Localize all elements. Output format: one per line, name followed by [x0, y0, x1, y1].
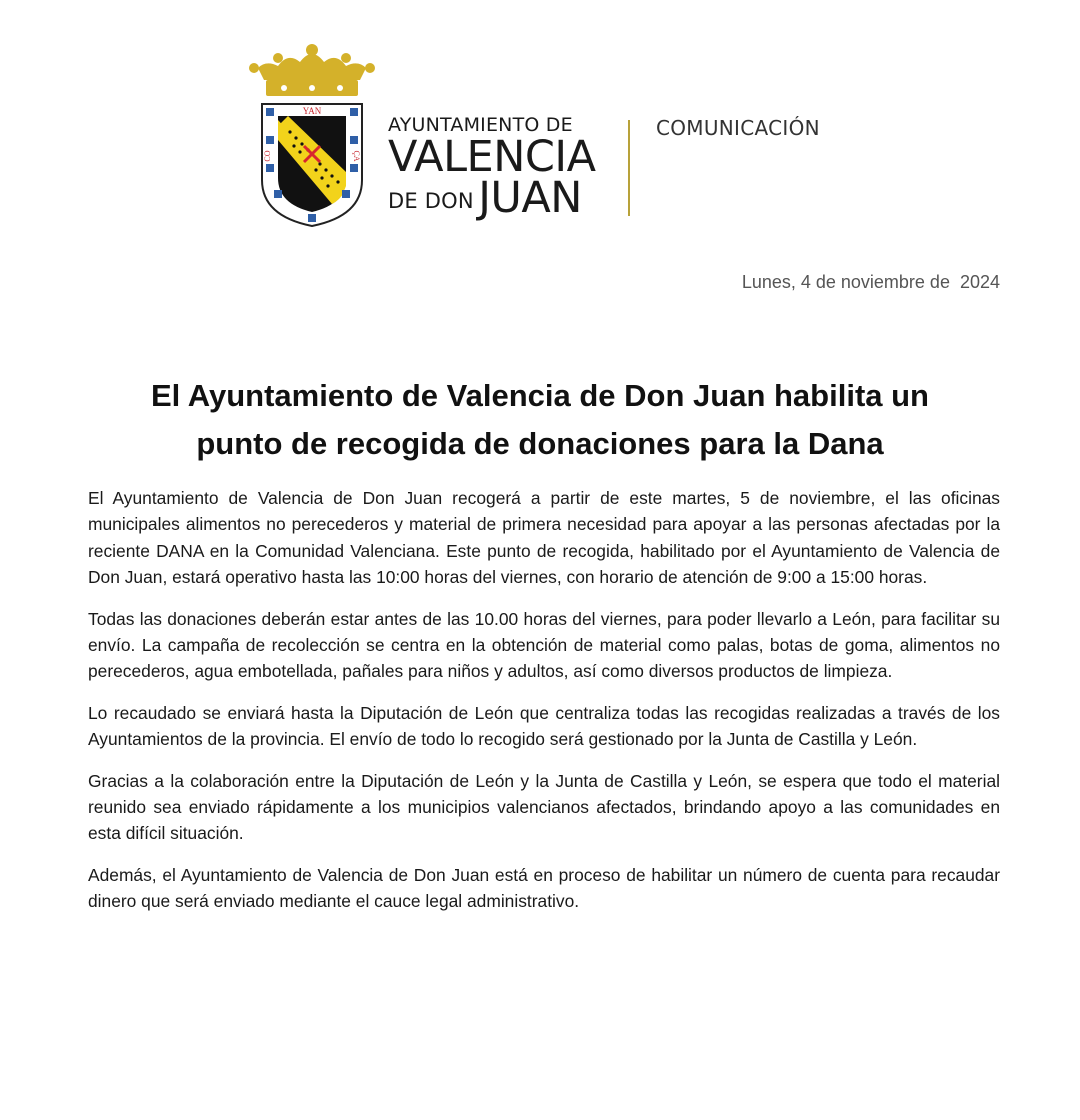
body-paragraph: Todas las donaciones deberán estar antes de las 10.00 horas del viernes, para poder llevarlo a León, para facilitar su envío. La campaña de recolección se centra en la obtención de material como palas, botas de goma, alimentos no perecederos, agua embotellada, pañales para niños y adultos, así como diversos productos de limpieza. — [88, 608, 1000, 682]
org-name-line3-big: JUAN — [478, 173, 582, 223]
header-divider — [628, 120, 630, 216]
svg-text:CO: CO — [263, 150, 272, 162]
org-name-line1: AYUNTAMIENTO DE — [388, 114, 573, 136]
department-label: COMUNICACIÓN — [656, 116, 820, 140]
org-name-line3 — [388, 173, 628, 228]
crown-icon — [249, 44, 375, 96]
coat-of-arms-logo — [244, 40, 380, 230]
body-text — [88, 485, 1000, 930]
org-name-line2: VALENCIA — [388, 132, 596, 182]
headline-line1: El Ayuntamiento de Valencia de Don Juan habilita un — [150, 378, 929, 413]
body-paragraph: Además, el Ayuntamiento de Valencia de Don Juan está en proceso de habilitar un número de cuenta para recaudar dinero que será enviado mediante el cauce legal administrativo. — [88, 864, 1000, 912]
organization-wordmark — [388, 114, 628, 228]
body-paragraph: Gracias a la colaboración entre la Diputación de León y la Junta de Castilla y León, se espera que todo el material reunido sea enviado rápidamente a los municipios valencianos afectados, brindando apoyo a las comunidades en esta difícil situación. — [88, 770, 1000, 844]
headline-line2: punto de recogida de donaciones para la Dana — [196, 426, 884, 461]
body-paragraph: Lo recaudado se enviará hasta la Diputación de León que centraliza todas las recogidas realizadas a través de los Ayuntamientos de la provincia. El envío de todo lo recogido será gestionado por la Junta de Castilla y León. — [88, 702, 1000, 750]
svg-text:YAN: YAN — [302, 106, 322, 116]
body-paragraph: El Ayuntamiento de Valencia de Don Juan recogerá a partir de este martes, 5 de noviembre, el las oficinas municipales alimentos no perecederos y material de primera necesidad para apoyar a las personas afectadas por la reciente DANA en la Comunidad Valenciana. Este punto de recogida, habilitado por el Ayuntamiento de Valencia de Don Juan, estará operativo hasta las 10:00 horas del viernes, con horario de atención de 9:00 a 15:00 horas. — [88, 488, 1000, 588]
org-name-line3-small: DE DON — [388, 189, 474, 213]
release-date: Lunes, 4 de noviembre de 2024 — [741, 272, 1000, 292]
headline — [80, 372, 1000, 468]
svg-text:ÇA: ÇA — [352, 150, 361, 162]
